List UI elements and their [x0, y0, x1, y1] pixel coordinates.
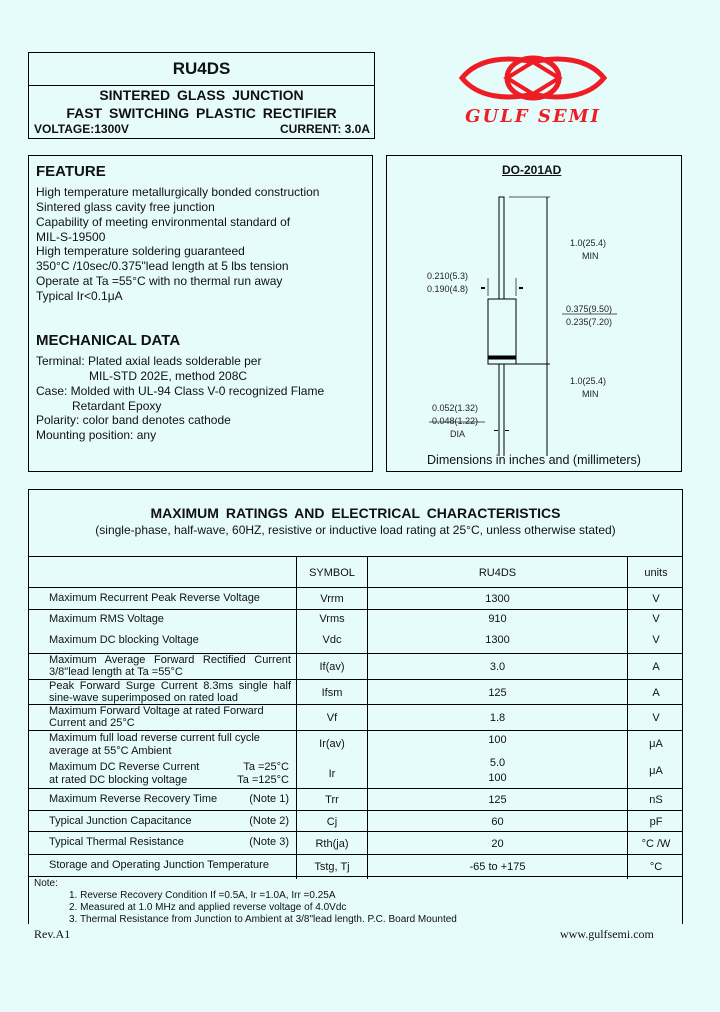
header-units: units [627, 557, 684, 588]
row-symbol: Vrrm [296, 588, 367, 610]
part-header [28, 52, 375, 139]
row-unit: pF [627, 811, 684, 832]
note-item: 1. Reverse Recovery Condition If =0.5A, Ir =1.0A, Irr =0.25A [69, 890, 336, 901]
row-desc: Peak Forward Surge Current 8.3ms single half [49, 680, 291, 692]
row-unit: V [652, 613, 660, 625]
row-value: 100 [488, 772, 507, 784]
row-condition: Ta =25°C [243, 761, 289, 773]
feature-title: FEATURE [36, 163, 106, 180]
row-unit: °C /W [627, 832, 684, 855]
feature-line: Operate at Ta =55°C with no thermal run away [36, 274, 283, 288]
row-desc-2: 3/8"lead length at Ta =55°C [49, 666, 183, 678]
row-symbol: Ir [328, 768, 336, 780]
row-unit: °C [627, 855, 684, 879]
feature-line: Typical Ir<0.1μA [36, 289, 123, 303]
row-symbol: Vf [296, 705, 367, 731]
row-symbol: Cj [296, 811, 367, 832]
feature-line: 350°C /10sec/0.375"lead length at 5 lbs tension [36, 259, 289, 273]
note-item: 3. Thermal Resistance from Junction to Ambient at 3/8"lead length. P.C. Board Mounted [69, 914, 457, 925]
table-title: MAXIMUM RATINGS AND ELECTRICAL CHARACTERISTICS [150, 505, 561, 521]
package-name: DO-201AD [502, 163, 562, 177]
row-unit: V [652, 634, 660, 646]
row-unit: A [627, 680, 684, 705]
subtitle-line-2: FAST SWITCHING PLASTIC RECTIFIER [66, 105, 337, 121]
table-row-group [29, 609, 682, 654]
row-value: 125 [367, 789, 627, 811]
row-desc-2: at rated DC blocking voltage [49, 774, 188, 786]
mechanical-line: Polarity: color band denotes cathode [36, 413, 231, 427]
row-desc: Maximum Recurrent Peak Reverse Voltage [49, 592, 260, 604]
row-value: 3.0 [367, 654, 627, 680]
part-number: RU4DS [29, 53, 374, 86]
brand-name: GULF SEMI [465, 106, 601, 127]
feature-line: MIL-S-19500 [36, 230, 106, 244]
lead-diameter-label: DIA [450, 429, 466, 439]
row-symbol: Trr [296, 789, 367, 811]
row-desc: Maximum Reverse Recovery Time [49, 793, 218, 805]
feature-panel [28, 155, 373, 472]
mechanical-line: Terminal: Plated axial leads solderable per [36, 354, 262, 368]
table-row [29, 810, 682, 832]
lead-diameter-min: 0.048(1.22) [432, 416, 479, 426]
row-note-ref: (Note 2) [249, 815, 289, 827]
row-value: 1.8 [367, 705, 627, 731]
row-desc-2: sine-wave superimposed on rated load [49, 692, 238, 704]
row-note-ref: (Note 1) [249, 793, 289, 805]
row-symbol: Rth(ja) [296, 832, 367, 855]
table-row [29, 831, 682, 855]
notes-heading: Note: [34, 878, 58, 889]
row-value: 60 [367, 811, 627, 832]
row-desc: Maximum DC Reverse Current [49, 761, 200, 773]
package-diagram-panel [386, 155, 682, 472]
row-desc-2: Current and 25°C [49, 717, 135, 729]
website-link[interactable]: www.gulfsemi.com [560, 927, 654, 941]
body-length-max: 0.375(9.50) [566, 304, 613, 314]
feature-line: Capability of meeting environmental standard of [36, 215, 291, 229]
lead-diameter-max: 0.052(1.32) [432, 403, 479, 413]
row-value: 5.0 [489, 757, 506, 769]
table-subtitle: (single-phase, half-wave, 60HZ, resistive or inductive load rating at 25°C, unless otherwise stated) [95, 523, 616, 537]
mechanical-line: Mounting position: any [36, 428, 157, 442]
notes-section [28, 876, 683, 924]
row-value: 100 [488, 734, 507, 746]
lead-length-top: 1.0(25.4) [570, 238, 607, 248]
lead-length-top-min: MIN [582, 251, 599, 261]
row-desc: Maximum Average Forward Rectified Current [49, 654, 291, 666]
row-desc: Typical Junction Capacitance [49, 815, 192, 827]
row-value: -65 to +175 [367, 855, 627, 879]
revision-label: Rev.A1 [34, 927, 71, 941]
body-diameter-min: 0.190(4.8) [427, 284, 469, 294]
row-note-ref: (Note 3) [249, 836, 289, 848]
header-value: RU4DS [367, 557, 627, 588]
row-unit: A [627, 654, 684, 680]
gulf-semi-logo-icon [458, 52, 608, 104]
header-symbol: SYMBOL [296, 557, 367, 588]
lead-length-bottom: 1.0(25.4) [570, 376, 607, 386]
row-symbol: Vdc [322, 634, 342, 646]
row-value: 910 [488, 613, 507, 625]
table-row-group [29, 730, 682, 789]
lead-length-bottom-min: MIN [582, 389, 599, 399]
row-desc-2: average at 55°C Ambient [49, 745, 172, 757]
mechanical-line: Retardant Epoxy [72, 399, 162, 413]
row-symbol: Vrms [319, 613, 345, 625]
row-condition: Ta =125°C [237, 774, 289, 786]
row-symbol: Ifsm [296, 680, 367, 705]
row-desc: Maximum Forward Voltage at rated Forward [49, 705, 264, 717]
ratings-table [28, 489, 683, 877]
dimension-caption: Dimensions in inches and (millimeters) [427, 453, 641, 467]
row-symbol: If(av) [296, 654, 367, 680]
row-symbol: Ir(av) [319, 738, 345, 750]
table-row [29, 704, 682, 731]
row-desc: Maximum DC blocking Voltage [49, 634, 199, 646]
feature-line: Sintered glass cavity free junction [36, 200, 215, 214]
row-unit: nS [627, 789, 684, 811]
row-desc: Maximum RMS Voltage [49, 613, 164, 625]
row-value: 1300 [367, 588, 627, 610]
row-unit: μA [649, 738, 663, 750]
header-desc [29, 557, 296, 588]
feature-line: High temperature metallurgically bonded construction [36, 185, 320, 199]
row-unit: V [627, 588, 684, 610]
row-desc: Maximum full load reverse current full cycle [49, 732, 260, 744]
table-row [29, 653, 682, 680]
mechanical-line: Case: Molded with UL-94 Class V-0 recognized Flame [36, 384, 325, 398]
current-rating: CURRENT: 3.0A [279, 122, 370, 136]
note-item: 2. Measured at 1.0 MHz and applied reverse voltage of 4.0Vdc [69, 902, 347, 913]
table-row [29, 788, 682, 811]
row-value: 1300 [485, 634, 510, 646]
row-unit: μA [649, 765, 663, 777]
subtitle-line-1: SINTERED GLASS JUNCTION [99, 87, 304, 103]
feature-line: High temperature soldering guaranteed [36, 244, 245, 258]
table-row [29, 679, 682, 705]
body-length-min: 0.235(7.20) [566, 317, 613, 327]
company-logo [458, 52, 608, 132]
table-header-row [29, 556, 682, 588]
row-symbol: Tstg, Tj [296, 855, 367, 879]
row-value: 125 [367, 680, 627, 705]
row-unit: V [627, 705, 684, 731]
body-diameter-max: 0.210(5.3) [427, 271, 469, 281]
mechanical-title: MECHANICAL DATA [36, 332, 181, 349]
mechanical-line: MIL-STD 202E, method 208C [89, 369, 248, 383]
row-desc: Storage and Operating Junction Temperature [49, 859, 269, 871]
row-desc: Typical Thermal Resistance [49, 836, 184, 848]
table-row [29, 587, 682, 610]
voltage-rating: VOLTAGE:1300V [34, 122, 129, 136]
row-value: 20 [367, 832, 627, 855]
